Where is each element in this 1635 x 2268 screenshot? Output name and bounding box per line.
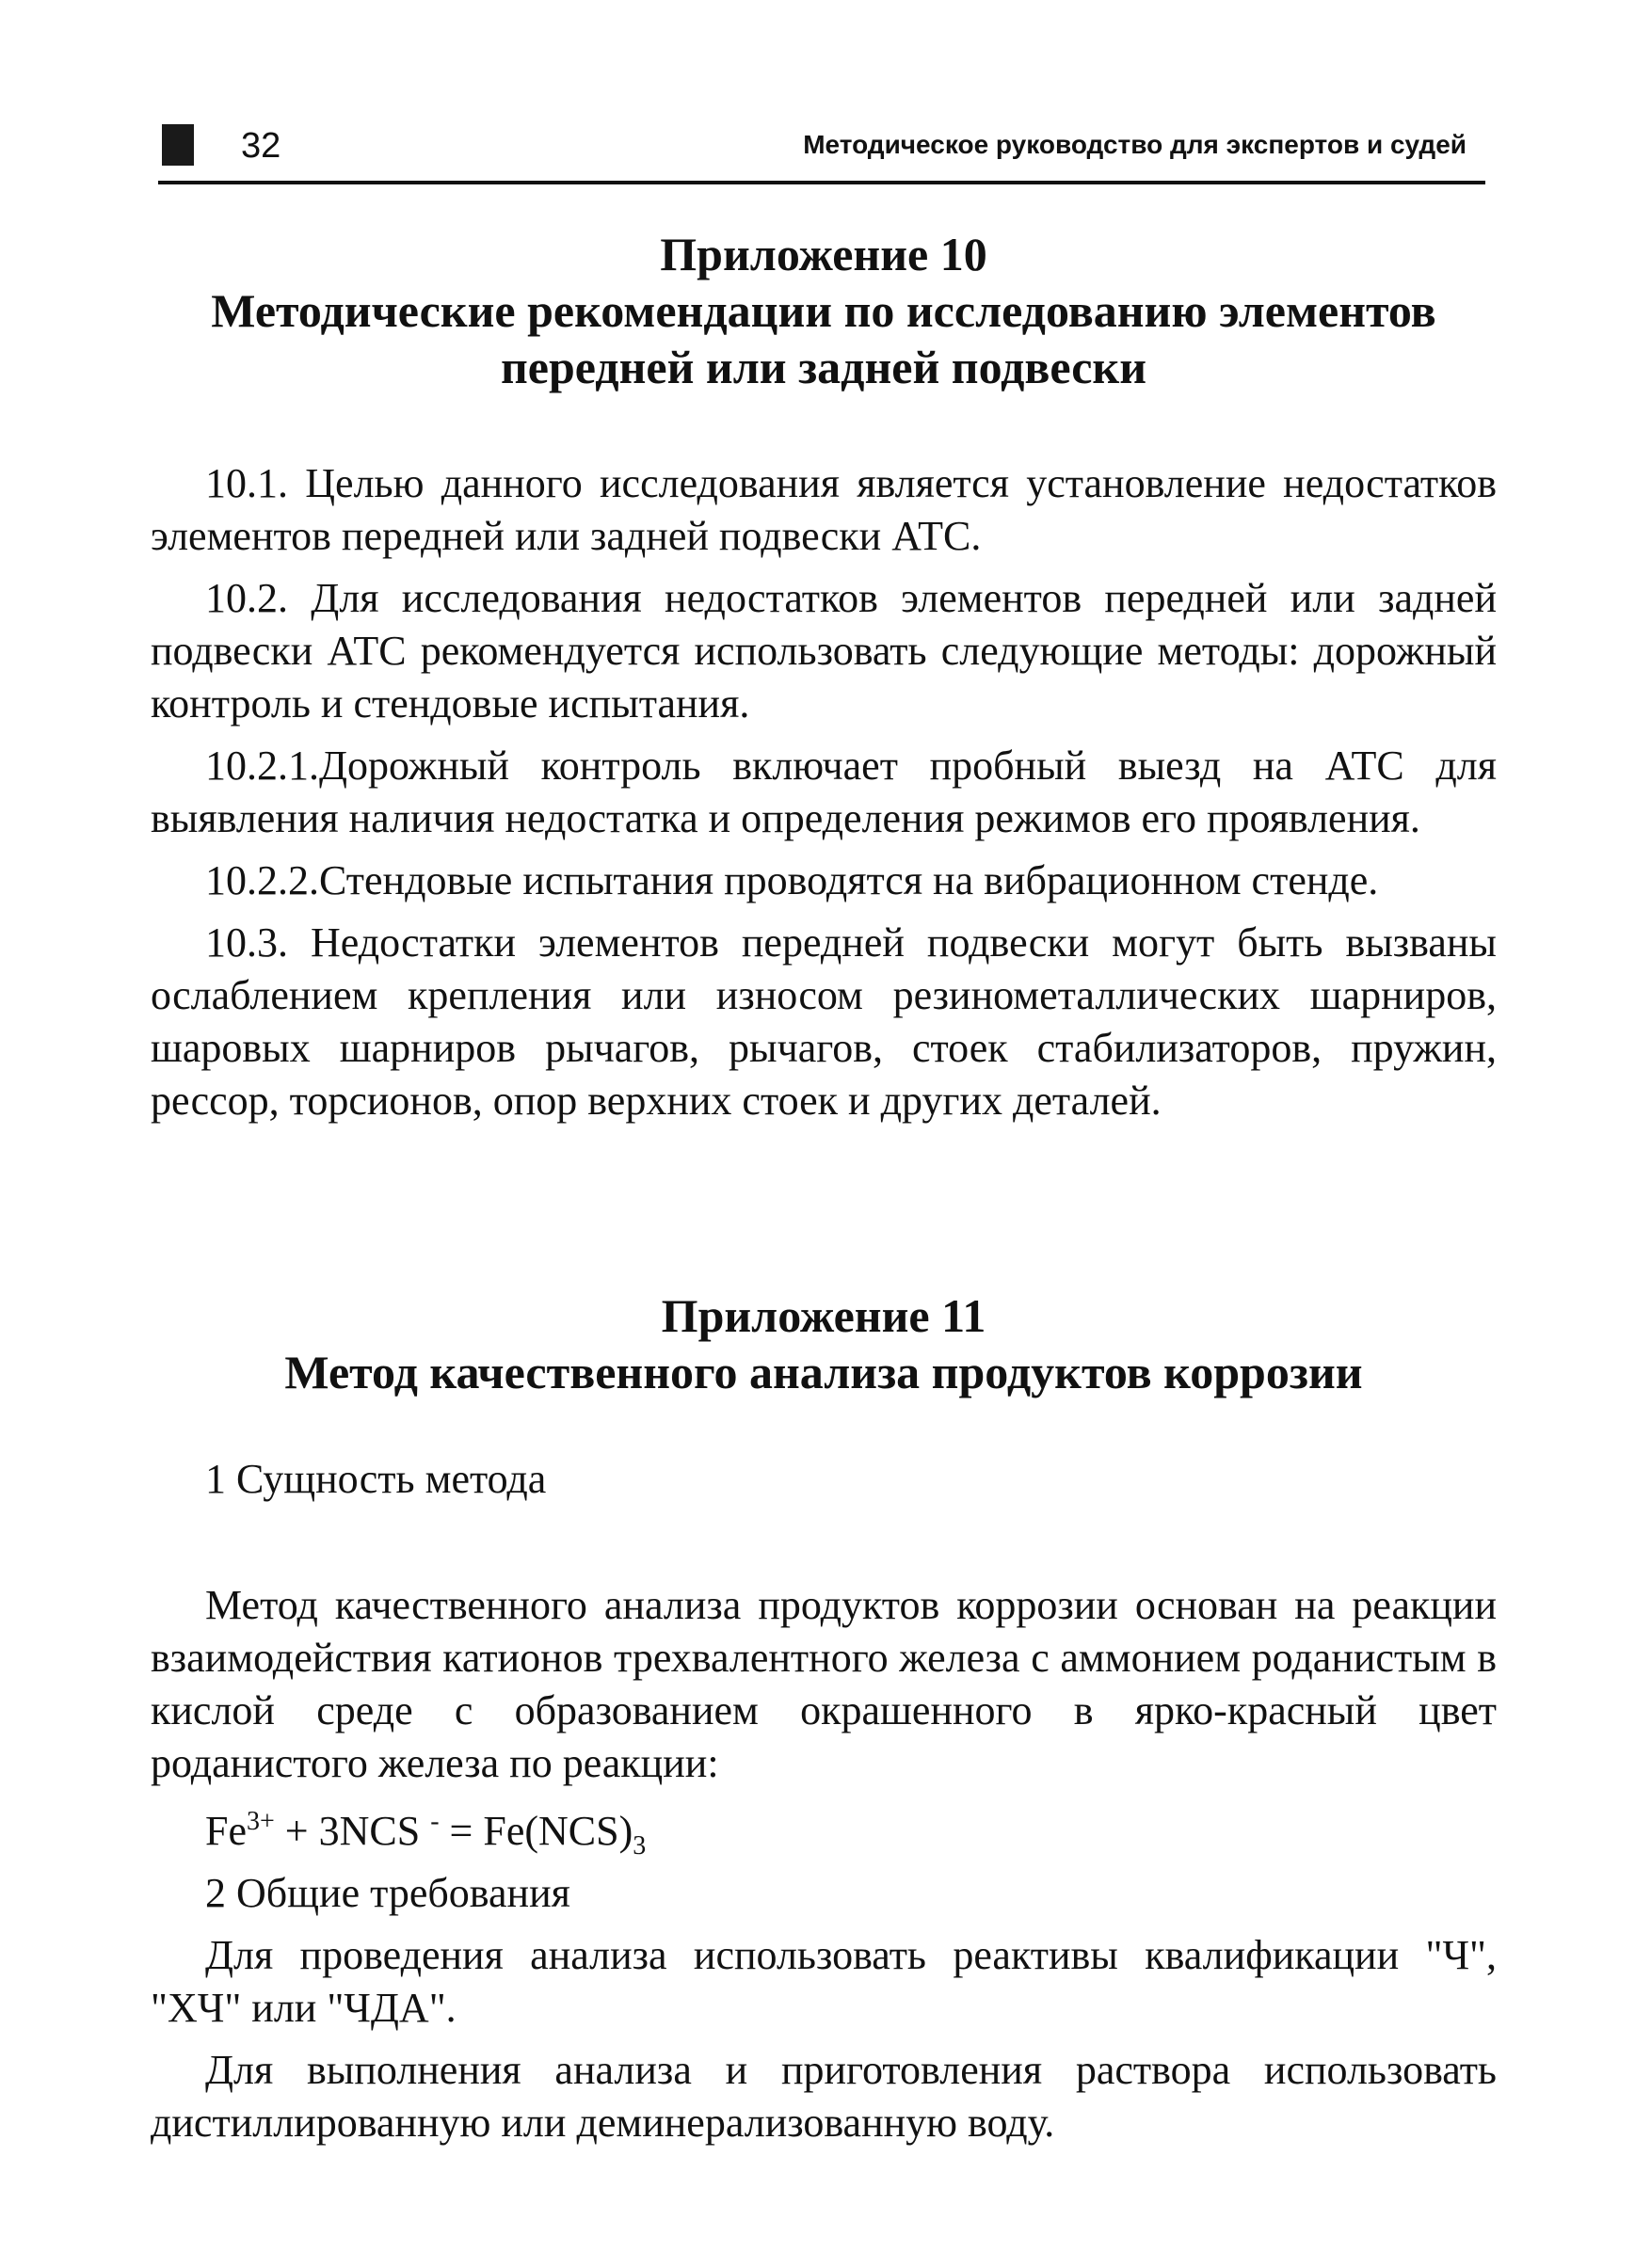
- page-header: [158, 122, 1485, 184]
- page-marker-block: [162, 124, 194, 166]
- appendix-11-title: Приложение 11: [661, 1289, 986, 1342]
- formula-product-subscript: 3: [633, 1831, 647, 1861]
- paragraph-10-2-1: 10.2.1.Дорожный контроль включает пробный выезд на АТС для выявления наличия недостатка и определения режимов его проявления.: [151, 743, 1497, 841]
- page-content: [151, 226, 1497, 2149]
- formula-thiocyanate-charge: -: [430, 1807, 440, 1836]
- section-2-heading: 2 Общие требования: [205, 1870, 570, 1916]
- paragraph-10-3: 10.3. Недостатки элементов передней подвески могут быть вызваны ослаблением крепления или износом резинометаллических шарниров, шаровых шарниров рычагов, рычагов, стоек стабилизаторов, пружин, рессор, торсионов, опор верхних стоек и других деталей.: [151, 919, 1497, 1124]
- formula-iron: Fe: [205, 1808, 247, 1854]
- page-number: 32: [241, 126, 281, 166]
- paragraph-10-2-2: 10.2.2.Стендовые испытания проводятся на вибрационном стенде.: [205, 857, 1379, 903]
- section-2-reagents: Для проведения анализа использовать реактивы квалификации "Ч", "ХЧ" или "ЧДА".: [151, 1932, 1497, 2031]
- formula-product: = Fe(NCS): [439, 1808, 633, 1854]
- reaction-formula: [151, 1805, 1497, 1861]
- section-2-water: Для выполнения анализа и приготовления раствора использовать дистиллированную или деминерализованную воду.: [151, 2047, 1497, 2146]
- section-1-text: Метод качественного анализа продуктов коррозии основан на реакции взаимодействия катионов трехвалентного железа с аммонием роданистым в кислой среде с образованием окрашенного в ярко-красный цвет роданистого железа по реакции:: [151, 1582, 1497, 1786]
- formula-thiocyanate: + 3NCS: [274, 1808, 431, 1854]
- paragraph-10-1: 10.1. Целью данного исследования является установление недостатков элементов передней или задней подвески АТС.: [151, 460, 1497, 559]
- appendix-11-subtitle: Метод качественного анализа продуктов коррозии: [284, 1346, 1363, 1398]
- running-title: Методическое руководство для экспертов и судей: [803, 130, 1467, 159]
- appendix-10-title: Приложение 10: [660, 228, 987, 280]
- appendix-10-subtitle: Методические рекомендации по исследованию элементов передней или задней подвески: [211, 284, 1436, 393]
- section-1-heading: 1 Сущность метода: [205, 1456, 547, 1502]
- formula-iron-charge: 3+: [247, 1807, 275, 1836]
- paragraph-10-2: 10.2. Для исследования недостатков элементов передней или задней подвески АТС рекомендуется использовать следующие методы: дорожный контроль и стендовые испытания.: [151, 575, 1497, 727]
